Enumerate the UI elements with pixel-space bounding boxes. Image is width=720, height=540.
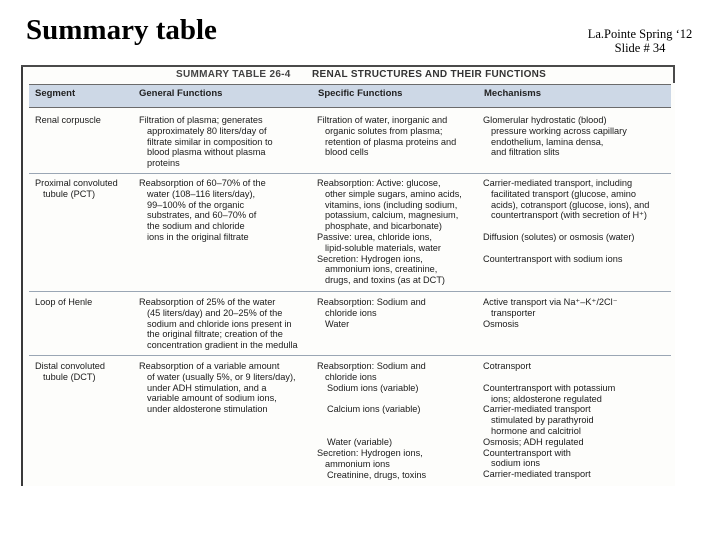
row-renal-corpuscle-segment [35, 115, 135, 126]
text-line: Cotransport [483, 361, 532, 371]
slide-title: Summary table [26, 14, 217, 46]
text-line: under ADH stimulation, and a [147, 382, 267, 393]
row-renal-corpuscle-mechanisms [483, 115, 673, 158]
row-loop-specific [317, 297, 479, 329]
text-line: the sodium and chloride [147, 221, 245, 232]
row-loop-segment [35, 297, 135, 308]
row-dct-mechanisms [483, 361, 673, 480]
text-line: transporter [491, 307, 536, 318]
header-mechanisms: Mechanisms [484, 88, 542, 99]
text-line: Passive: urea, chloride ions, [317, 231, 432, 242]
row-divider [29, 291, 671, 292]
text-line: ions; aldosterone regulated [491, 393, 602, 404]
text-line: Reabsorption: Active: glucose, [317, 178, 441, 188]
text-line: other simple sugars, amino acids, [325, 188, 462, 199]
text-line: countertransport (with secretion of H⁺) [491, 210, 647, 221]
row-renal-corpuscle-general [139, 115, 315, 169]
text-line: Secretion: Hydrogen ions, [317, 447, 423, 458]
text-line: water (108–116 liters/day), [147, 188, 256, 199]
page-top-edge [21, 65, 675, 67]
text-line: Countertransport with [483, 447, 571, 458]
text-line: substrates, and 60–70% of [147, 210, 257, 221]
row-pct-mechanisms [483, 178, 673, 265]
row-loop-mechanisms [483, 297, 673, 329]
row-dct-segment [35, 361, 135, 383]
text-line: endothelium, lamina densa, [491, 136, 604, 147]
text-line: Water (variable) [327, 437, 393, 448]
text-line: approximately 80 liters/day of [147, 125, 267, 136]
text-line: organic solutes from plasma; [325, 125, 443, 136]
text-line: Reabsorption of a variable amount [139, 361, 280, 371]
row-dct-specific [317, 361, 479, 480]
row-renal-corpuscle-specific [317, 115, 479, 158]
table-name: RENAL STRUCTURES AND THEIR FUNCTIONS [312, 69, 547, 80]
text-line: stimulated by parathyroid [491, 415, 594, 426]
text-line: sodium and chloride ions present in [147, 318, 292, 329]
segment-text: tubule (DCT) [43, 371, 96, 382]
row-divider [29, 355, 671, 356]
summary-table-image [21, 65, 675, 486]
text-line: lipid-soluble materials, water [325, 242, 441, 253]
text-line: pressure working across capillary [491, 125, 627, 136]
text-line: Osmosis [483, 318, 519, 329]
text-line: Reabsorption of 60–70% of the [139, 178, 266, 188]
text-line: proteins [147, 158, 180, 169]
text-line: Reabsorption of 25% of the water [139, 297, 276, 307]
table-number: SUMMARY TABLE 26-4 [176, 69, 291, 80]
text-line: Creatinine, drugs, toxins [327, 469, 427, 480]
segment-text: Loop of Henle [35, 297, 93, 307]
segment-text: Renal corpuscle [35, 115, 101, 125]
text-line: Glomerular hydrostatic (blood) [483, 115, 607, 125]
text-line: acids), cotransport (glucose, ions), and [491, 199, 650, 210]
text-line: Countertransport with sodium ions [483, 253, 623, 264]
row-pct-general [139, 178, 315, 243]
text-line: filtrate similar in composition to [147, 136, 273, 147]
text-line: under aldosterone stimulation [147, 404, 268, 415]
table-header [29, 84, 671, 108]
text-line: potassium, calcium, magnesium, [325, 210, 459, 221]
text-line: Filtration of water, inorganic and [317, 115, 448, 125]
text-line: ammonium ions, creatinine, [325, 264, 438, 275]
text-line: ammonium ions [325, 458, 390, 469]
text-line: Water [325, 318, 350, 329]
text-line: Osmosis; ADH regulated [483, 436, 584, 447]
text-line: Carrier-mediated transport, including [483, 178, 633, 188]
text-line: Reabsorption: Sodium and [317, 361, 426, 371]
slide-meta [570, 27, 710, 55]
text-line: blood cells [325, 147, 369, 158]
row-divider [29, 173, 671, 174]
header-segment: Segment [35, 88, 76, 99]
header-general: General Functions [139, 88, 223, 99]
text-line: chloride ions [325, 307, 377, 318]
slide-author-line: La.Pointe Spring ‘12 [587, 27, 693, 41]
row-dct-general [139, 361, 315, 415]
table-title [21, 70, 675, 82]
text-line: concentration gradient in the medulla [147, 340, 298, 351]
text-line: facilitated transport (glucose, amino [491, 188, 637, 199]
text-line: sodium ions [491, 458, 541, 469]
page-edge [21, 65, 23, 486]
text-line: Reabsorption: Sodium and [317, 297, 426, 307]
row-pct-segment [35, 178, 135, 200]
slide-number: Slide # 34 [614, 41, 666, 55]
segment-text: tubule (PCT) [43, 188, 96, 199]
text-line: ions in the original filtrate [147, 231, 249, 242]
text-line: Diffusion (solutes) or osmosis (water) [483, 232, 635, 243]
text-line: 99–100% of the organic [147, 199, 245, 210]
text-line: Carrier-mediated transport [483, 469, 591, 480]
text-line: Active transport via Na⁺–K⁺/2Cl⁻ [483, 297, 618, 307]
text-line: retention of plasma proteins and [325, 136, 457, 147]
text-line: and filtration slits [491, 147, 560, 158]
text-line: Filtration of plasma; generates [139, 115, 263, 125]
text-line: Calcium ions (variable) [327, 404, 421, 415]
text-line: Sodium ions (variable) [327, 382, 419, 393]
text-line: Carrier-mediated transport [483, 404, 591, 415]
text-line: (45 liters/day) and 20–25% of the [147, 307, 283, 318]
text-line: drugs, and toxins (as at DCT) [325, 275, 445, 286]
header-specific: Specific Functions [318, 88, 403, 99]
row-loop-general [139, 297, 315, 351]
text-line: phosphate, and bicarbonate) [325, 221, 442, 232]
text-line: hormone and calcitriol [491, 425, 581, 436]
segment-text: Proximal convoluted [35, 178, 118, 188]
text-line: chloride ions [325, 371, 377, 382]
text-line: Secretion: Hydrogen ions, [317, 253, 423, 264]
text-line: variable amount of sodium ions, [147, 393, 277, 404]
text-line: Countertransport with potassium [483, 382, 616, 393]
text-line: vitamins, ions (including sodium, [325, 199, 458, 210]
segment-text: Distal convoluted [35, 361, 105, 371]
text-line: the original filtrate; creation of the [147, 329, 283, 340]
text-line: of water (usually 5%, or 9 liters/day), [147, 371, 296, 382]
text-line: blood plasma without plasma [147, 147, 266, 158]
row-pct-specific [317, 178, 479, 286]
